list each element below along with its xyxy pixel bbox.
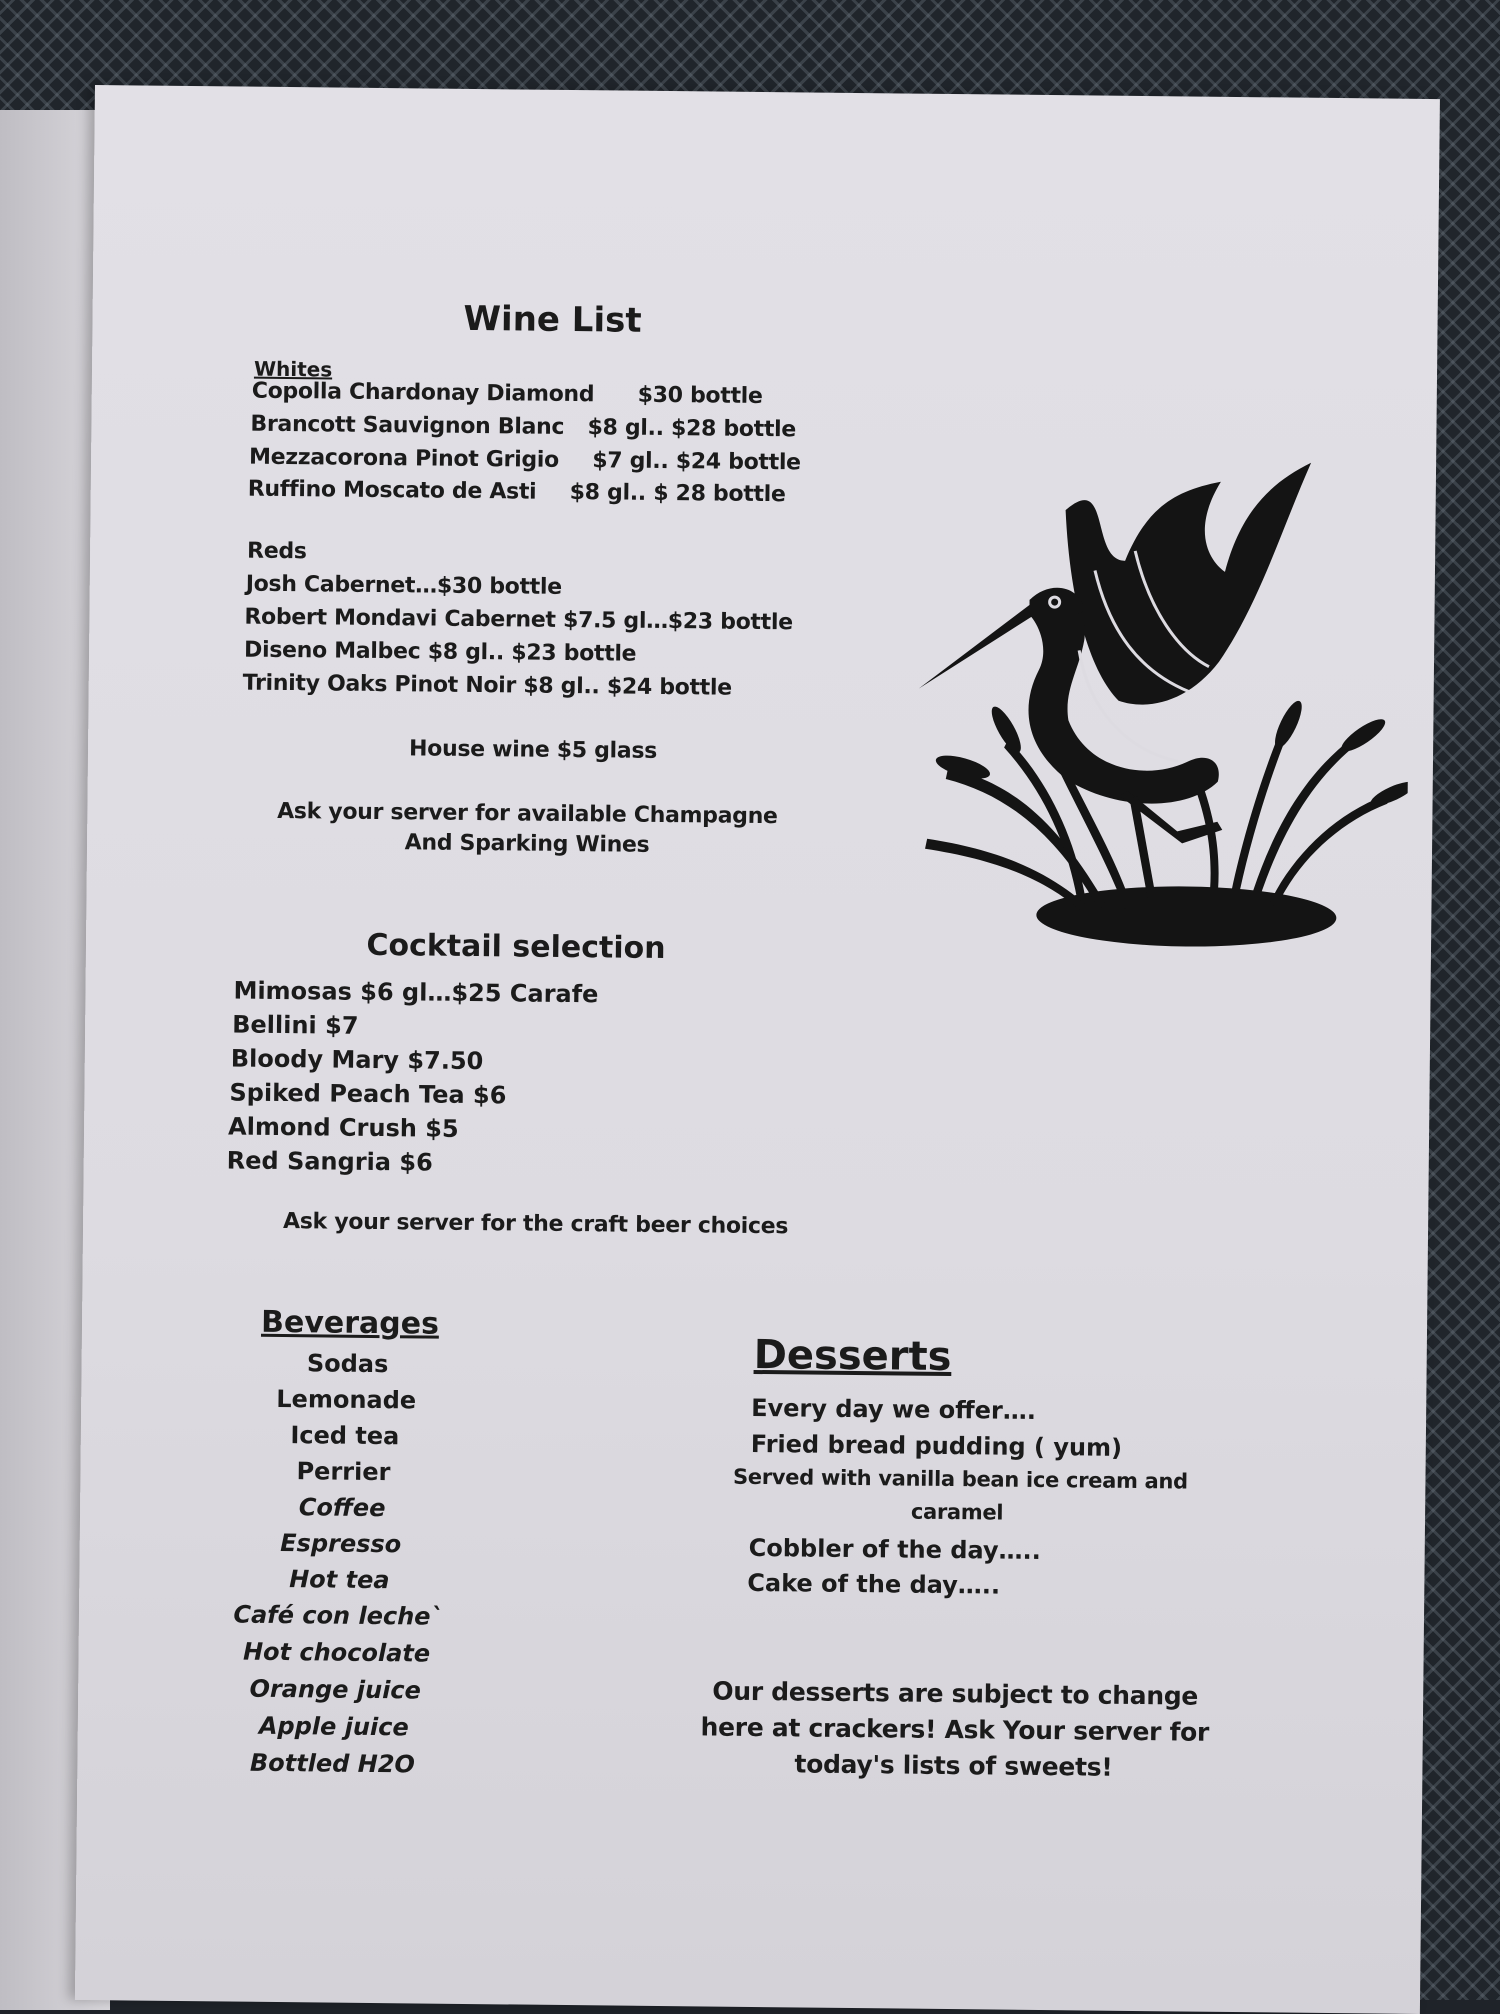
wine-name: Ruffino Moscato de Asti — [247, 476, 537, 505]
red-wine-4: Trinity Oaks Pinot Noir $8 gl.. $24 bottle — [242, 670, 732, 701]
cocktail-title: Cocktail selection — [366, 927, 666, 967]
white-wine-3 — [249, 445, 801, 476]
house-wine: House wine $5 glass — [408, 736, 658, 764]
beverage-item: Perrier — [296, 1457, 391, 1487]
dessert-disclaimer-line3: today's lists of sweets! — [794, 1749, 1113, 1782]
whites-heading: Whites — [253, 356, 333, 382]
beverage-item: Café con leche` — [233, 1600, 443, 1631]
beverage-item: Orange juice — [249, 1674, 422, 1705]
red-wine-1: Josh Cabernet…$30 bottle — [245, 571, 562, 600]
white-wine-2 — [250, 412, 796, 443]
wine-name: Copolla Chardonay Diamond — [251, 378, 595, 408]
white-wine-1 — [252, 379, 763, 409]
beverage-item: Hot tea — [289, 1565, 390, 1595]
dessert-note-line1: Served with vanilla bean ice cream and — [732, 1464, 1188, 1494]
beverages-title: Beverages — [260, 1304, 440, 1342]
cocktail-item: Bloody Mary $7.50 — [230, 1044, 484, 1076]
champagne-note-line2: And Sparking Wines — [404, 830, 650, 858]
reed — [1269, 794, 1387, 908]
beverage-item: Espresso — [280, 1529, 402, 1559]
cocktail-item: Bellini $7 — [232, 1010, 359, 1040]
beverage-item: Coffee — [298, 1493, 386, 1523]
champagne-note-line1: Ask your server for available Champagne — [277, 798, 778, 830]
reds-heading: Reds — [246, 538, 307, 565]
dessert-item: Cobbler of the day….. — [748, 1533, 1042, 1565]
wine-list-title: Wine List — [463, 298, 642, 341]
cattail — [1368, 777, 1411, 810]
dessert-disclaimer-line2: here at crackers! Ask Your server for — [700, 1712, 1210, 1747]
dessert-note-line2: caramel — [910, 1499, 1004, 1525]
menu-page — [75, 85, 1440, 2014]
wine-price: $30 bottle — [637, 382, 763, 410]
white-wine-4 — [248, 477, 786, 508]
cocktail-item: Spiked Peach Tea $6 — [229, 1078, 507, 1110]
heron-icon — [886, 448, 1411, 973]
beer-note: Ask your server for the craft beer choices — [282, 1209, 789, 1240]
dessert-disclaimer-line1: Our desserts are subject to change — [712, 1676, 1199, 1711]
wine-name: Mezzacorona Pinot Grigio — [248, 444, 560, 473]
red-wine-2: Robert Mondavi Cabernet $7.5 gl…$23 bottle — [244, 604, 793, 636]
cattail — [1337, 714, 1389, 757]
beverage-item: Sodas — [306, 1349, 389, 1379]
dessert-item: Cake of the day….. — [747, 1568, 1001, 1600]
dessert-item: Fried bread pudding ( yum) — [750, 1429, 1123, 1462]
cocktail-item: Red Sangria $6 — [226, 1146, 433, 1177]
wine-price: $8 gl.. $ 28 bottle — [569, 479, 786, 508]
wine-price: $7 gl.. $24 bottle — [592, 448, 801, 476]
cocktail-item: Almond Crush $5 — [227, 1112, 459, 1143]
beverage-item: Hot chocolate — [242, 1637, 431, 1668]
beverage-item: Bottled H2O — [249, 1748, 416, 1779]
desserts-title: Desserts — [753, 1331, 952, 1381]
beverage-item: Iced tea — [290, 1421, 400, 1451]
beverage-item: Apple juice — [258, 1711, 409, 1742]
wine-name: Brancott Sauvignon Blanc — [250, 411, 565, 440]
beverage-item: Lemonade — [276, 1384, 417, 1415]
wine-price: $8 gl.. $28 bottle — [587, 415, 797, 443]
cocktail-item: Mimosas $6 gl…$25 Carafe — [233, 976, 599, 1009]
red-wine-3: Diseno Malbec $8 gl.. $23 bottle — [243, 637, 637, 667]
cattail — [1270, 698, 1307, 752]
dessert-intro: Every day we offer…. — [751, 1393, 1037, 1425]
heron-wing — [1064, 460, 1312, 706]
